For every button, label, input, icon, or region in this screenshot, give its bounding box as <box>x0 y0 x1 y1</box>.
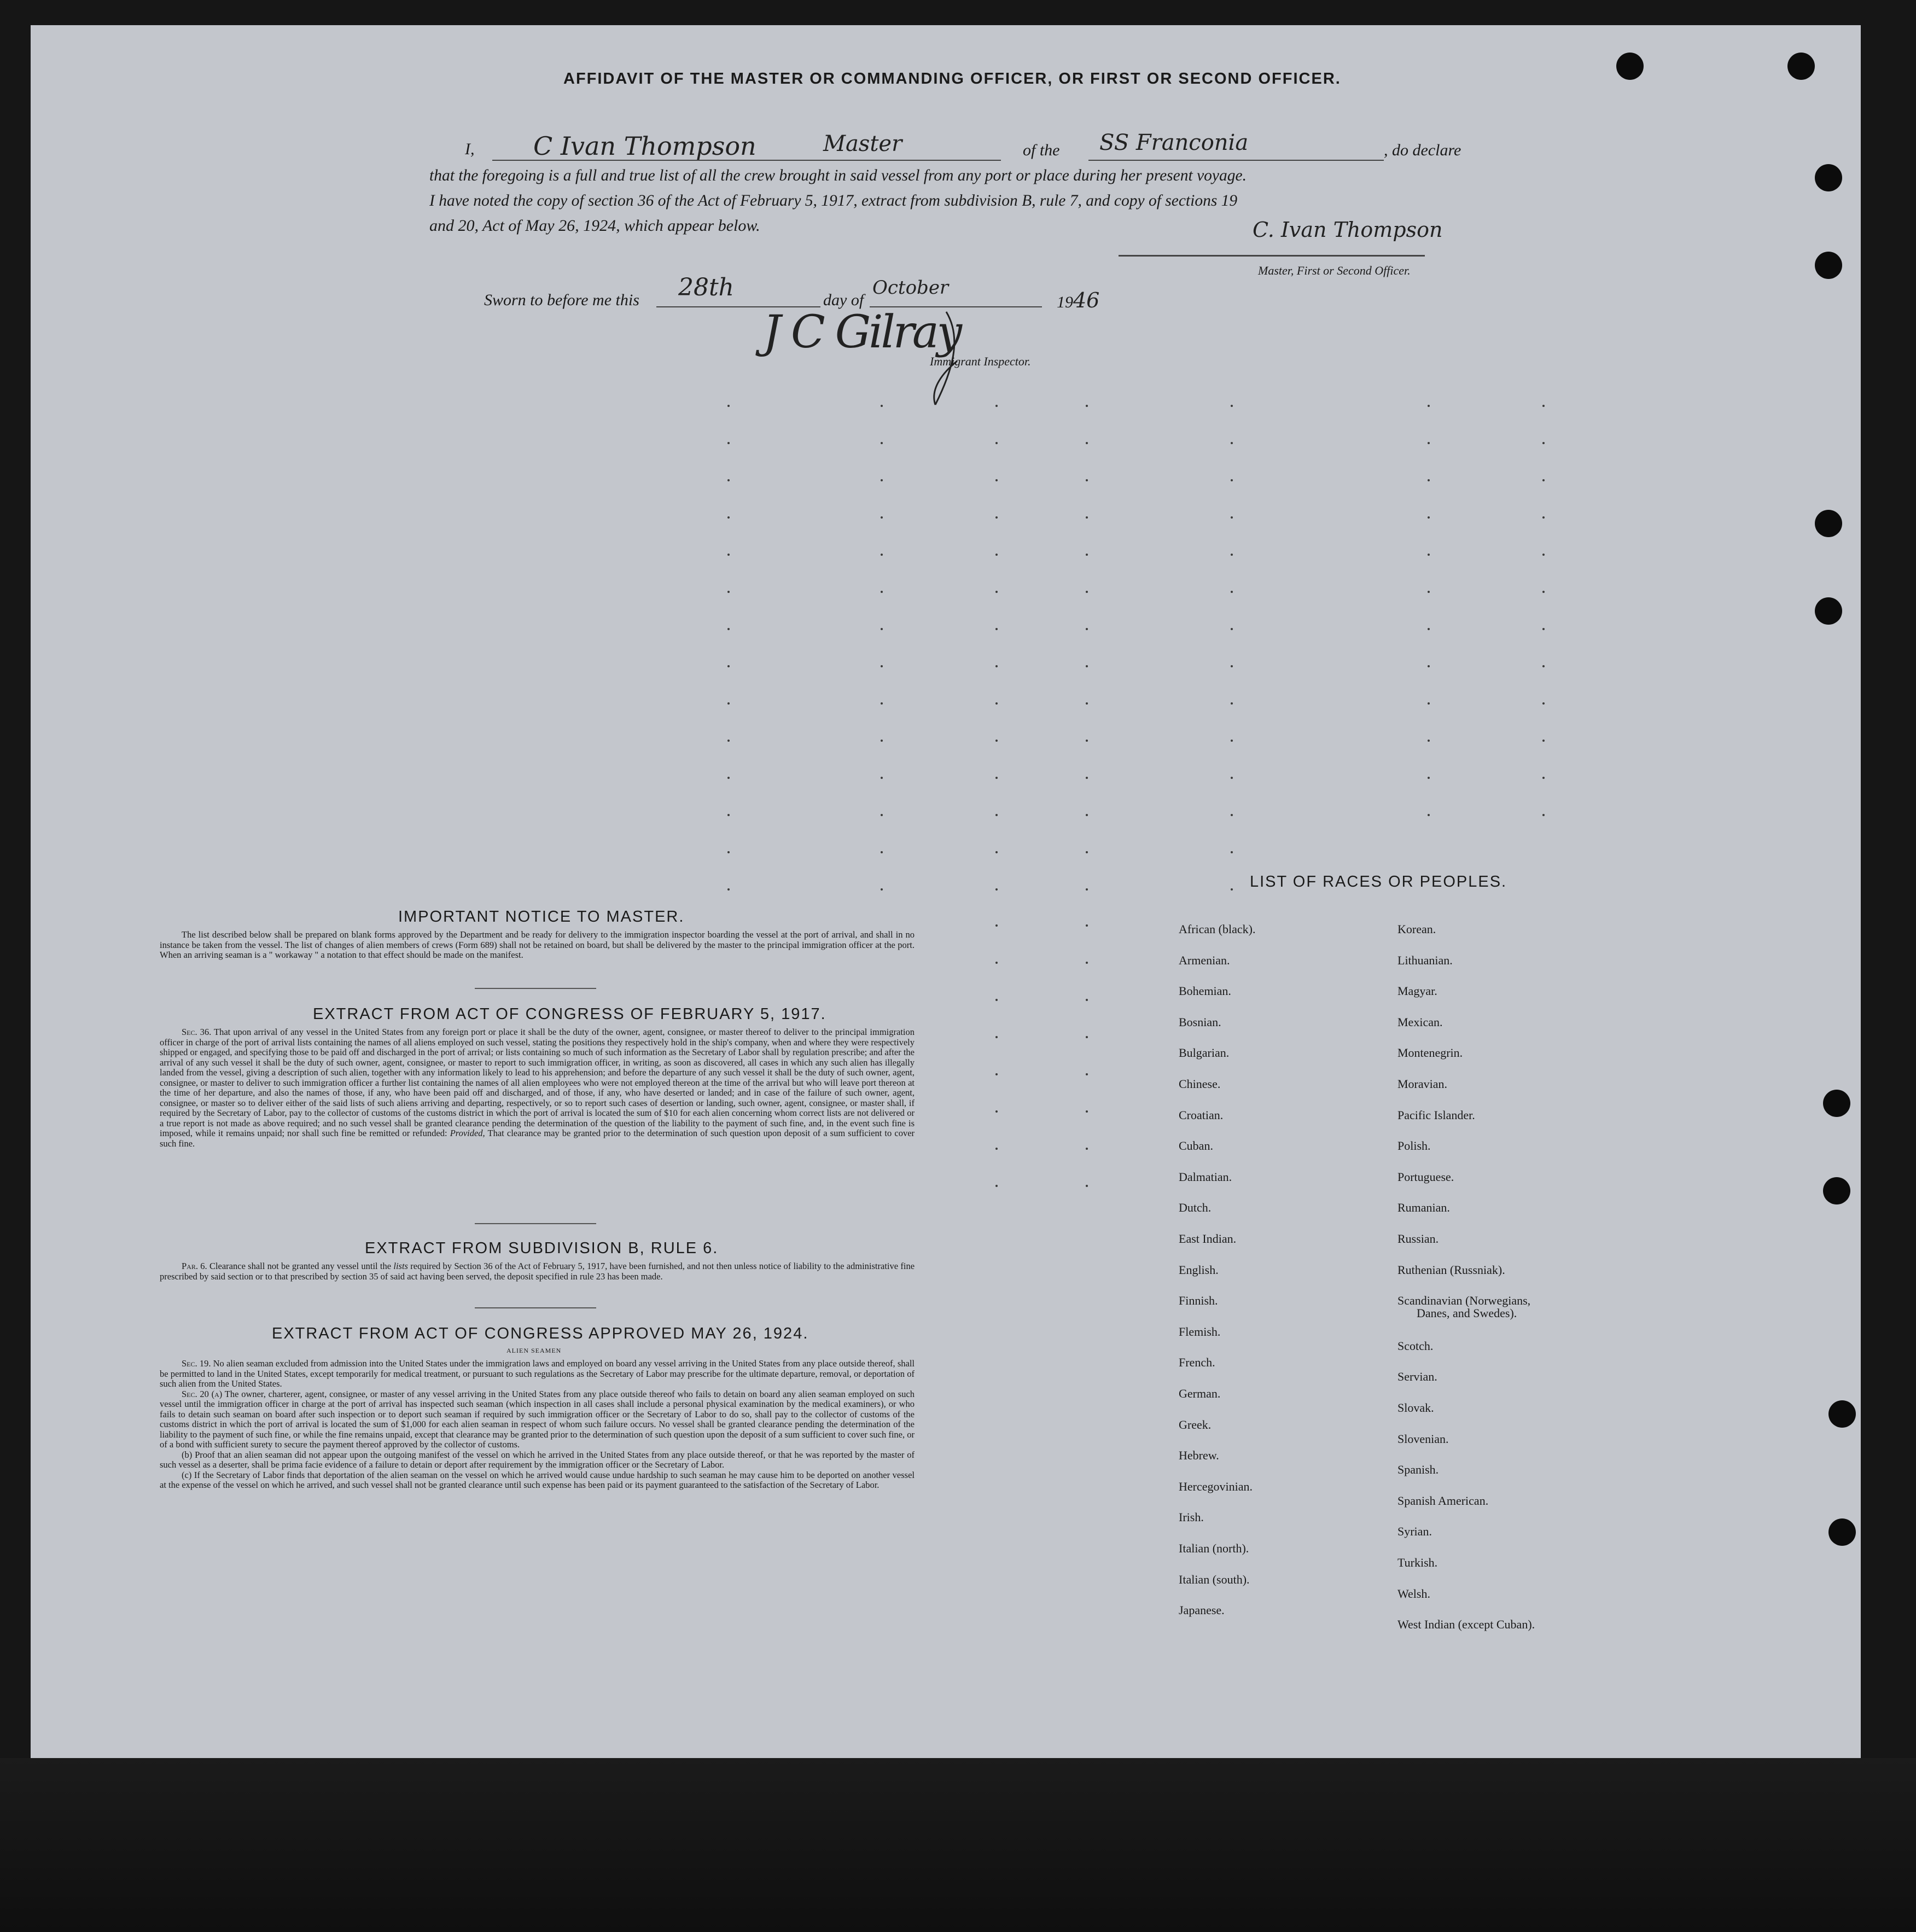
bleed-dot <box>995 405 998 407</box>
race-item: Servian. <box>1397 1370 1437 1384</box>
bleed-dot <box>881 665 883 667</box>
race-item: Welsh. <box>1397 1586 1430 1601</box>
sworn-month: October <box>872 277 949 299</box>
notice-title: IMPORTANT NOTICE TO MASTER. <box>398 908 685 926</box>
bleed-dot <box>1086 1073 1088 1075</box>
bleed-dot <box>881 814 883 816</box>
race-item: Chinese. <box>1179 1077 1221 1091</box>
bleed-dot <box>881 628 883 630</box>
sworn-day: 28th <box>678 273 735 301</box>
bleed-dot <box>1086 777 1088 779</box>
bleed-dot <box>995 1073 998 1075</box>
bleed-dot <box>881 777 883 779</box>
bleed-dot <box>727 591 730 593</box>
bleed-dot <box>1428 479 1430 481</box>
punch-hole-icon <box>1823 1090 1850 1117</box>
divider <box>475 1307 596 1308</box>
race-item: Slovenian. <box>1397 1431 1449 1446</box>
bleed-dot <box>1428 591 1430 593</box>
punch-hole-icon <box>1828 1518 1856 1546</box>
race-item: Ruthenian (Russniak). <box>1397 1262 1505 1277</box>
scan-background <box>0 1758 1916 1932</box>
bleed-dot <box>1428 814 1430 816</box>
bleed-dot <box>1542 702 1545 705</box>
bleed-dot <box>1231 591 1233 593</box>
provided-word: Provided, <box>450 1128 485 1138</box>
race-item: Bosnian. <box>1179 1015 1221 1029</box>
signature-line <box>1119 255 1425 257</box>
punch-hole-icon <box>1823 1177 1850 1204</box>
bleed-dot <box>881 554 883 556</box>
vessel-underline <box>1088 160 1384 161</box>
race-item: Rumanian. <box>1397 1201 1450 1215</box>
bleed-dot <box>1086 740 1088 742</box>
race-item: Bohemian. <box>1179 984 1231 998</box>
race-item: French. <box>1179 1355 1215 1370</box>
i-label: I, <box>465 140 475 158</box>
of-the-label: of the <box>1023 141 1060 159</box>
bleed-dot <box>995 628 998 630</box>
bleed-dot <box>727 628 730 630</box>
bleed-dot <box>995 1036 998 1038</box>
notice-paragraph: The list described below shall be prepared on blank forms approved by the Department and be ready for delivery to the immigration inspector boarding the vessel at the port of arrival, and shall in no instance be taken from the vessel. The list of changes of alien members of crews (Form 689) shall not be retained on board, but shall be delivered by the master to the principal immigration officer at the port. When an arriving seaman is a " workaway " a notation to that effect should be made on the manifest. <box>160 929 915 960</box>
vessel-name: SS Franconia <box>1099 130 1249 155</box>
race-item: Italian (south). <box>1179 1572 1250 1586</box>
bleed-dot <box>881 591 883 593</box>
subdivision-b-text <box>160 1261 915 1282</box>
bleed-dot <box>995 962 998 964</box>
bleed-dot <box>1086 1036 1088 1038</box>
sec-20a-label: Sec. 20 (a) <box>182 1388 223 1399</box>
bleed-dot <box>727 442 730 444</box>
punch-hole-icon <box>1828 1400 1856 1428</box>
race-item: Mexican. <box>1397 1015 1443 1029</box>
bleed-dot <box>1542 628 1545 630</box>
punch-hole-icon <box>1815 510 1842 537</box>
race-item: African (black). <box>1179 922 1256 936</box>
bleed-dot <box>995 740 998 742</box>
divider <box>475 1223 596 1224</box>
extract-1924-text <box>160 1359 915 1491</box>
race-item: German. <box>1179 1387 1221 1400</box>
race-item: Irish. <box>1179 1510 1204 1524</box>
divider <box>475 988 596 989</box>
extract-1917-text <box>160 1027 915 1149</box>
race-item: Flemish. <box>1179 1324 1221 1339</box>
race-item: Pacific Islander. <box>1397 1108 1475 1122</box>
bleed-dot <box>1542 442 1545 444</box>
race-item: Magyar. <box>1397 984 1437 998</box>
bleed-dot <box>1542 814 1545 816</box>
bleed-dot <box>1428 442 1430 444</box>
par-label: Par. 6. <box>182 1261 207 1271</box>
bleed-dot <box>881 851 883 853</box>
bleed-dot <box>727 740 730 742</box>
bleed-dot <box>1428 516 1430 519</box>
race-item: Bulgarian. <box>1179 1046 1230 1060</box>
race-item: Hercegovinian. <box>1179 1479 1253 1493</box>
bleed-dot <box>881 702 883 705</box>
bleed-dot <box>1086 962 1088 964</box>
bleed-dot <box>995 851 998 853</box>
race-item-continuation: Danes, and Swedes). <box>1417 1306 1517 1320</box>
bleed-dot <box>1086 702 1088 705</box>
races-title: LIST OF RACES OR PEOPLES. <box>1250 873 1507 891</box>
bleed-dot <box>1231 628 1233 630</box>
race-item: Slovak. <box>1397 1401 1434 1415</box>
bleed-dot <box>1086 851 1088 853</box>
bleed-dot <box>995 888 998 891</box>
bleed-dot <box>1231 777 1233 779</box>
bleed-dot <box>727 516 730 519</box>
bleed-dot <box>995 591 998 593</box>
declarant-rank: Master <box>823 131 902 156</box>
race-item: Japanese. <box>1179 1603 1225 1617</box>
bleed-dot <box>995 1185 998 1187</box>
race-item: Finnish. <box>1179 1294 1218 1308</box>
bleed-dot <box>1231 405 1233 407</box>
bleed-dot <box>1231 740 1233 742</box>
bleed-dot <box>1231 516 1233 519</box>
race-item: Polish. <box>1397 1139 1431 1153</box>
bleed-dot <box>995 814 998 816</box>
sec-19-text: No alien seaman excluded from admission into the United States under the immigration laws and employed on board any vessel arriving in the United States from any place outside thereof, shall be permitted to land in the United States, except temporarily for medical treatment, or pursuant to such regulations as the Secretary of Labor may prescribe for the ultimate departure, removal, or deportation of such alien from the United States. <box>160 1358 915 1389</box>
race-item: Turkish. <box>1397 1556 1438 1569</box>
bleed-dot <box>995 1148 998 1150</box>
bleed-dot <box>995 702 998 705</box>
par-6-text-b: required by Section 36 of the Act of February 5, 1917, have been furnished, and not then unless notice of liability to the administrative fine prescribed by said section or to that prescribed by section 35 of said act having been served, the deposit specified in rule 23 has been made. <box>160 1261 915 1282</box>
signature-caption: Master, First or Second Officer. <box>1258 264 1411 277</box>
bleed-dot <box>1231 554 1233 556</box>
race-item: Scandinavian (Norwegians, <box>1397 1294 1531 1308</box>
sworn-label: Sworn to before me this <box>484 291 639 309</box>
notice-text <box>160 930 915 961</box>
bleed-dot <box>995 554 998 556</box>
bleed-dot <box>995 924 998 927</box>
race-item: Syrian. <box>1397 1524 1432 1539</box>
race-item: Hebrew. <box>1179 1448 1219 1463</box>
bleed-dot <box>1542 777 1545 779</box>
extract-1917-title: EXTRACT FROM ACT OF CONGRESS OF FEBRUARY 5, 1917. <box>313 1005 826 1023</box>
bleed-dot <box>995 442 998 444</box>
bleed-dot <box>1542 665 1545 667</box>
bleed-dot <box>727 665 730 667</box>
punch-hole-icon <box>1787 53 1815 80</box>
bleed-dot <box>1542 405 1545 407</box>
race-item: Italian (north). <box>1179 1541 1249 1555</box>
bleed-dot <box>727 777 730 779</box>
bleed-dot <box>1231 702 1233 705</box>
bleed-dot <box>1086 999 1088 1001</box>
year-prefix: 19 <box>1057 293 1073 311</box>
bleed-dot <box>1542 740 1545 742</box>
race-item: Dalmatian. <box>1179 1169 1232 1184</box>
bleed-dot <box>727 888 730 891</box>
punch-hole-icon <box>1815 252 1842 279</box>
race-item: Korean. <box>1397 922 1436 936</box>
year-suffix: 46 <box>1073 288 1100 312</box>
bleed-dot <box>1428 628 1430 630</box>
sec-20c-text: If the Secretary of Labor finds that deportation of the alien seaman on the vessel on which he arrived would cause undue hardship to such seaman he may cause him to be deported on another vessel at the expense of the vessel on which he arrived, and such vessel shall not be granted clearance until such expense has been paid or its payment guaranteed to the satisfaction of the Secretary of Labor. <box>160 1469 915 1490</box>
sec-20c-label: (c) <box>182 1469 192 1480</box>
bleed-dot <box>1086 814 1088 816</box>
bleed-dot <box>1086 442 1088 444</box>
race-item: Russian. <box>1397 1232 1439 1246</box>
declaration-line-2: that the foregoing is a full and true list of all the crew brought in said vessel from any port or place during her present voyage. <box>429 167 1247 184</box>
race-item: Cuban. <box>1179 1139 1213 1153</box>
bleed-dot <box>1086 924 1088 927</box>
bleed-dot <box>727 554 730 556</box>
bleed-dot <box>1086 516 1088 519</box>
bleed-dot <box>995 777 998 779</box>
bleed-dot <box>1428 702 1430 705</box>
bleed-dot <box>995 516 998 519</box>
sec-20a-text: The owner, charterer, agent, consignee, or master of any vessel arriving in the United States from any place outside thereof who fails to detain on board any alien seaman employed on such vessel until the immigration officer in charge at the port of arrival has inspected such seaman (which inspection in all cases shall include a personal physical examination by the medical examiners), or who fails to detain such seaman on board after such inspection or to deport such seaman if required by such immigration officer or the Secretary of Labor to do so, shall pay to the collector of customs of the customs district in which the port of arrival is located the sum of $1,000 for each alien seaman in respect of whom such failure occurs. No vessel shall be granted clearance pending the determination of the liability to the payment of such fine, or while the fine remains unpaid, except that clearance may be granted prior to the determination of such question upon the deposit of a sum sufficient to cover such fine, or of a bond with sufficient surety to secure the payment thereof approved by the collector of customs. <box>160 1388 915 1450</box>
bleed-dot <box>1086 1185 1088 1187</box>
subdivision-b-title: EXTRACT FROM SUBDIVISION B, RULE 6. <box>365 1239 719 1257</box>
race-item: Spanish. <box>1397 1463 1439 1477</box>
bleed-dot <box>1428 777 1430 779</box>
sec-20b-text: Proof that an alien seaman did not appear upon the outgoing manifest of the vessel on which he arrived in the United States from any place outside thereof, or that he was reported by the master of such vessel as a deserter, shall be prima facie evidence of a failure to detain or deport after requirement by the immigration officer or the Secretary of Labor. <box>160 1449 915 1470</box>
bleed-dot <box>881 888 883 891</box>
bleed-dot <box>1086 1110 1088 1113</box>
bleed-dot <box>881 479 883 481</box>
bleed-dot <box>881 740 883 742</box>
sec-19-label: Sec. 19. <box>182 1358 211 1369</box>
bleed-dot <box>1086 479 1088 481</box>
declarant-name: C Ivan Thompson <box>533 131 756 161</box>
race-item: Greek. <box>1179 1417 1212 1431</box>
affidavit-title: AFFIDAVIT OF THE MASTER OR COMMANDING OFFICER, OR FIRST OR SECOND OFFICER. <box>563 70 1341 88</box>
bleed-dot <box>1231 888 1233 891</box>
race-item: English. <box>1179 1262 1219 1277</box>
section-36-tail: That clearance may be granted prior to the determination of such question upon deposit of a sum sufficient to cover such fine. <box>160 1128 915 1149</box>
bleed-dot <box>995 479 998 481</box>
bleed-dot <box>1428 665 1430 667</box>
alien-seamen-subtitle: ALIEN SEAMEN <box>506 1347 562 1354</box>
day-of-label: day of <box>823 291 864 309</box>
bleed-dot <box>1542 479 1545 481</box>
punch-hole-icon <box>1815 597 1842 625</box>
bleed-dot <box>1428 740 1430 742</box>
bleed-dot <box>1231 851 1233 853</box>
race-item: Croatian. <box>1179 1108 1224 1122</box>
bleed-dot <box>995 665 998 667</box>
bleed-dot <box>1086 1148 1088 1150</box>
bleed-dot <box>1086 628 1088 630</box>
bleed-dot <box>995 1110 998 1113</box>
bleed-dot <box>995 999 998 1001</box>
bleed-dot <box>1542 516 1545 519</box>
inspector-signature: J C Gilray <box>763 306 960 358</box>
race-item: Montenegrin. <box>1397 1046 1463 1060</box>
bleed-dot <box>727 479 730 481</box>
declaration-line-1 <box>465 141 475 158</box>
bleed-dot <box>1231 814 1233 816</box>
bleed-dot <box>1428 554 1430 556</box>
race-item: West Indian (except Cuban). <box>1397 1617 1535 1632</box>
master-signature: C. Ivan Thompson <box>1253 218 1443 242</box>
race-item: Moravian. <box>1397 1077 1448 1091</box>
bleed-dot <box>1086 591 1088 593</box>
inspector-caption: Immigrant Inspector. <box>930 354 1031 368</box>
punch-hole-icon <box>1815 164 1842 191</box>
bleed-dot <box>1231 665 1233 667</box>
bleed-dot <box>1542 554 1545 556</box>
bleed-dot <box>727 405 730 407</box>
bleed-dot <box>1086 888 1088 891</box>
bleed-dot <box>1542 591 1545 593</box>
extract-1924-title: EXTRACT FROM ACT OF CONGRESS APPROVED MAY 26, 1924. <box>272 1325 809 1342</box>
declaration-line-3: I have noted the copy of section 36 of the Act of February 5, 1917, extract from subdivision B, rule 7, and copy of sections 19 <box>429 192 1238 210</box>
race-item: East Indian. <box>1179 1232 1237 1246</box>
do-declare: , do declare <box>1384 141 1461 159</box>
declaration-line-4: and 20, Act of May 26, 1924, which appear below. <box>429 217 760 235</box>
bleed-dot <box>881 516 883 519</box>
bleed-dot <box>1086 554 1088 556</box>
bleed-dot <box>1086 665 1088 667</box>
race-item: Portuguese. <box>1397 1169 1454 1184</box>
bleed-dot <box>1428 405 1430 407</box>
race-item: Dutch. <box>1179 1201 1212 1215</box>
race-item: Lithuanian. <box>1397 953 1453 967</box>
bleed-dot <box>727 851 730 853</box>
name-underline <box>492 160 1001 161</box>
race-item: Scotch. <box>1397 1339 1434 1353</box>
bleed-dot <box>1086 405 1088 407</box>
race-item: Spanish American. <box>1397 1493 1489 1508</box>
bleed-dot <box>881 405 883 407</box>
section-36-body: That upon arrival of any vessel in the United States from any foreign port or place it shall be the duty of the owner, agent, consignee, or master thereof to deliver to the principal immigration officer in charge of the port of arrival lists containing the names of all aliens employed on such vessel, stating the positions they respectively hold in the ship's company, when and where they were respectively shipped or engaged, and specifying those to be paid off and discharged in the port of arrival; or lists containing so much of such information as the Secretary of Labor shall by regulation prescribe; and after the arrival of any such vessel it shall be the duty of such owner, agent, consignee, or master to report to such immigration officer, in writing, as soon as discovered, all cases in which any such alien has illegally landed from the vessel, giving a description of such alien, together with any information likely to lead to his apprehension; and before the departure of any such vessel it shall be the duty of such owner, agent, consignee, or master to deliver to such immigration officer a further list containing the names of all alien employees who were not employed thereon at the time of the arrival but who will leave port thereon at the time of her departure, and also the names of those, if any, who have been paid off and discharged, and of those, if any, who have deserted or landed; and in case of the failure of such owner, agent, consignee, or master so to deliver either of the said lists of such aliens arriving and departing, respectively, or so to report such cases of desertion or landing, such owner, agent, consignee, or master shall, if required by the Secretary of Labor, pay to the collector of customs of the customs district in which the port of arrival is located the sum of $10 for each alien concerning whom correct lists are not delivered or a true report is not made as above required; and no such vessel shall be granted clearance pending the determination of the question of the liability to the payment of such fine, and, in the event such fine is imposed, while it remains unpaid; nor shall such fine be remitted or refunded: <box>160 1027 915 1138</box>
sec-20b-label: (b) <box>182 1449 193 1460</box>
punch-hole-icon <box>1616 53 1644 80</box>
bleed-dot <box>727 702 730 705</box>
bleed-dot <box>881 442 883 444</box>
bleed-dot <box>727 814 730 816</box>
section-label: Sec. 36. <box>182 1027 212 1037</box>
bleed-dot <box>1231 479 1233 481</box>
par-6-text-a: Clearance shall not be granted any vessel until the <box>209 1261 392 1271</box>
sworn-year <box>1057 288 1100 312</box>
race-item: Armenian. <box>1179 953 1230 967</box>
bleed-dot <box>1231 442 1233 444</box>
lists-word: lists <box>393 1261 408 1271</box>
